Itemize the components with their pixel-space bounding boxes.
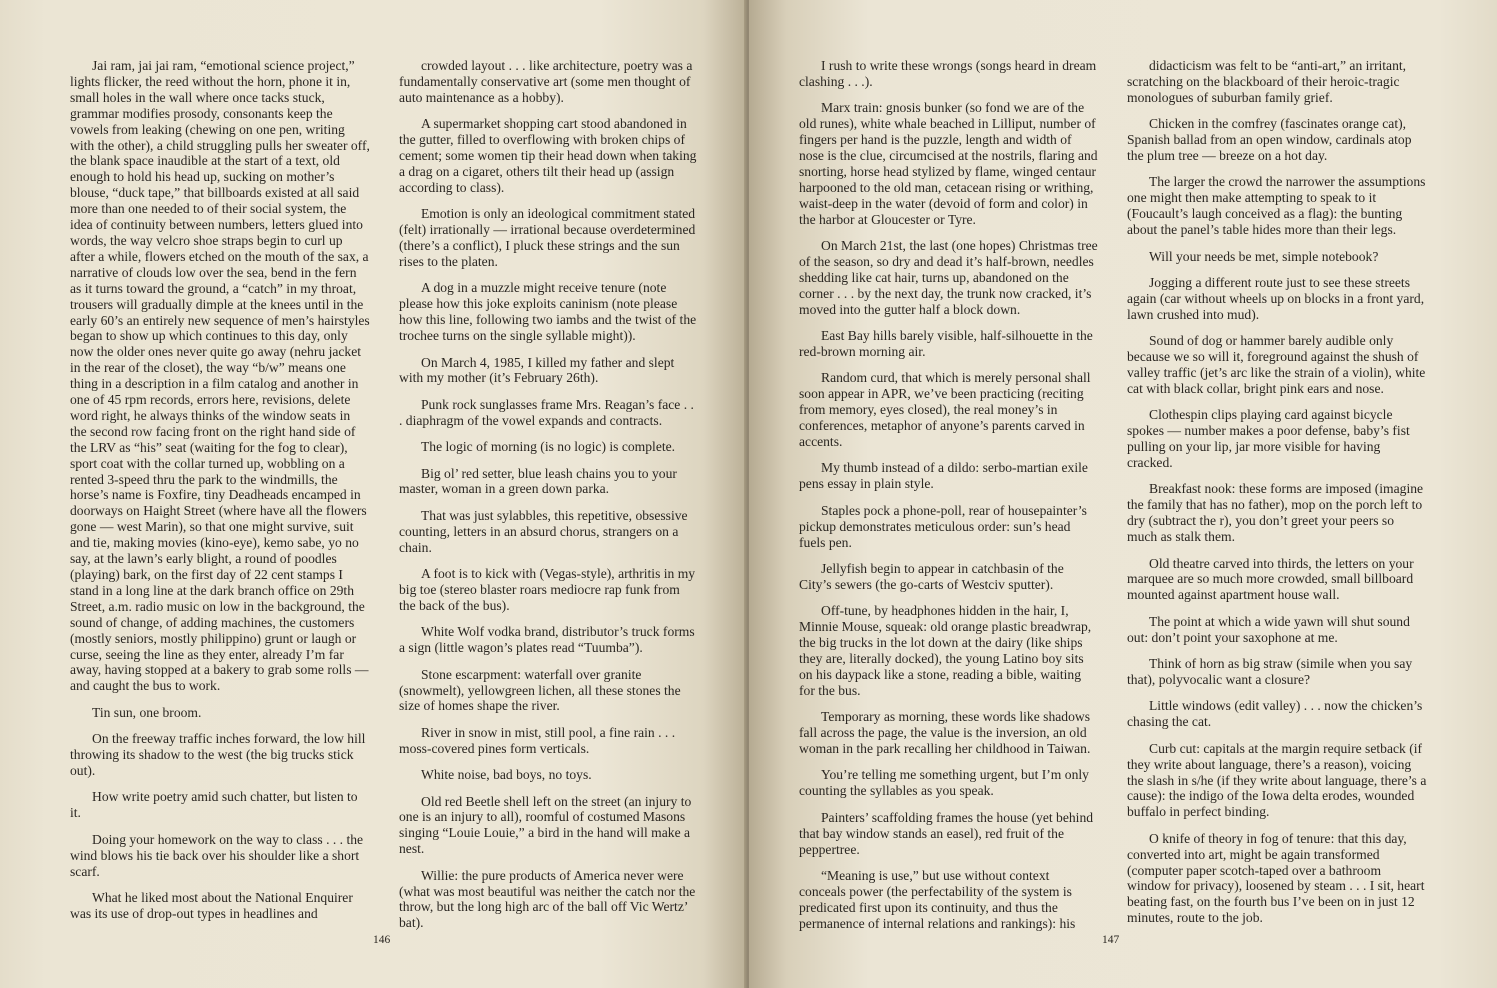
paragraph: Clothespin clips playing card against bicycle spokes — number makes a poor defense, baby’s fist pulling on your lip, jar more visible for having cracked. — [1127, 407, 1410, 471]
paragraph: Tin sun, one broom. — [92, 704, 202, 720]
right-page-column-1 — [799, 58, 1099, 942]
paragraph: The point at which a wide yawn will shut sound out: don’t point your saxophone at me. — [1127, 613, 1410, 645]
paragraph: Big ol’ red setter, blue leash chains you to your master, woman in a green down parka. — [399, 465, 677, 497]
paragraph: Emotion is only an ideological commitment stated (felt) irrationally — irrational because overdetermined (there’s a conflict), I pluck these strings and the sun rises to the platen. — [399, 206, 696, 269]
paragraph: “Meaning is use,” but use without context conceals power (the perfectability of the system is predicated first upon its continuity, and thus the permanence of internal relations and rankings): his — [799, 867, 1076, 931]
paragraph: Sound of dog or hammer barely audible only because we so will it, foreground against the shush of valley traffic (jet’s arc like the strain of a violin), white cat with black collar, bright pink ears and nose. — [1127, 333, 1426, 396]
paragraph: Willie: the pure products of America never were (what was most beautiful was neither the catch nor the throw, but the long high arc of the ball off Vic Wertz’ bat). — [399, 867, 696, 931]
paragraph: Old red Beetle shell left on the street (an injury to one is an injury to all), roomful of costumed Masons singing “Louie Louie,” a bird in the hand will make a nest. — [399, 793, 692, 857]
left-page-column-1 — [70, 58, 370, 932]
paragraph: On March 4, 1985, I killed my father and slept with my mother (it’s February 26th). — [399, 354, 675, 386]
paragraph: The logic of morning (is no logic) is complete. — [421, 439, 676, 455]
paragraph: Breakfast nook: these forms are imposed (imagine the family that has no father), mop on the porch left to dry (subtract the r), you don’t greet your peers so much as stalk them. — [1127, 481, 1424, 545]
paragraph: Marx train: gnosis bunker (so fond we are of the old runes), white whale beached in Lilliput, number of fingers per hand is the puzzle, length and width of nose is the clue, circumcised at the nostrils, flaring and snorting, horse head stylized by flame, winged centaur harpooned to the old man, cetacean rising or writhing, waist-deep in the water (devoid of form and color) in the harbor at Gloucester or Tyre. — [799, 100, 1098, 227]
paragraph: O knife of theory in fog of tenure: that this day, converted into art, might be again transformed (computer paper scotch-taped over a bathroom window for privacy), loosened by steam . . . I sit, heart beating fast, on the fourth bus I’ve been on in just 12 minutes, route to the job. — [1127, 830, 1425, 926]
left-page — [0, 0, 748, 988]
paragraph: Think of horn as big straw (simile when you say that), polyvocalic want a closure? — [1127, 656, 1413, 687]
paragraph: Jogging a different route just to see these streets again (car without wheels up on blocks in a front yard, lawn crushed into mud). — [1127, 274, 1425, 322]
paragraph: Curb cut: capitals at the margin require setback (if they write about language, there’s a reason), voicing the slash in s/he (if they write about language, there’s a cause): the indigo of the Iowa delta erodes, wounded buffalo in perfect binding. — [1127, 740, 1427, 820]
paragraph: Chicken in the comfrey (fascinates orange cat), Spanish ballad from an open window, cardinals atop the plum tree — breeze on a hot day. — [1127, 116, 1412, 164]
paragraph: River in snow in mist, still pool, a fine rain . . . moss-covered pines form verticals. — [399, 724, 676, 756]
paragraph: White Wolf vodka brand, distributor’s truck forms a sign (little wagon’s plates read “Tuumba”). — [399, 624, 695, 656]
right-page — [749, 0, 1497, 988]
paragraph: crowded layout . . . like architecture, poetry was a fundamentally conservative art (some men thought of auto maintenance as a hobby). — [399, 58, 693, 105]
paragraph: How write poetry amid such chatter, but listen to it. — [70, 789, 358, 821]
left-page-column-2 — [399, 58, 699, 942]
right-page-column-2 — [1127, 58, 1427, 937]
paragraph: A supermarket shopping cart stood abandoned in the gutter, filled to overflowing with broken chips of cement; some women tip their head down when taking a drag on a cigaret, others tilt their head up (assign according to class). — [399, 116, 697, 195]
page-number-right: 147 — [1102, 934, 1120, 946]
paragraph: Staples pock a phone-poll, rear of housepainter’s pickup demonstrates meticulous order: sun’s head fuels pen. — [799, 502, 1087, 550]
paragraph: Doing your homework on the way to class . . . the wind blows his tie back over his shoulder like a short scarf. — [70, 831, 364, 879]
paragraph: The larger the crowd the narrower the assumptions one might then make attempting to speak to it (Foucault’s laugh conceived as a flag): the bunting about the panel’s table hides more than their legs. — [1127, 174, 1426, 238]
paragraph: I rush to write these wrongs (songs heard in dream clashing . . .). — [799, 58, 1097, 89]
paragraph: Jellyfish begin to appear in catchbasin of the City’s sewers (the go-carts of Westciv sputter). — [799, 560, 1064, 592]
paragraph: White noise, bad boys, no toys. — [421, 767, 592, 783]
paragraph: Little windows (edit valley) . . . now the chicken’s chasing the cat. — [1127, 698, 1423, 730]
paragraph: Stone escarpment: waterfall over granite (snowmelt), yellowgreen lichen, all these stones the size of homes shape the river. — [399, 666, 681, 714]
paragraph: Jai ram, jai jai ram, “emotional science project,” lights flicker, the reed without the horn, phone it in, small holes in the wall where once tacks stuck, grammar modifies prosody, consonants keep the vowels from leaking (chewing on one pen, writing with the other), a child struggling pulls her sweater off, the blank space inaudible at the start of a text, old enough to hold his head up, sucking on mother’s blouse, “duck tape,” that billboards existed at all said more than one needed to of their social system, the idea of continuity between numbers, letters glued into words, the way velcro shoe straps begin to curl up after a while, flowers etched on the mouth of the sax, a narrative of clouds low over the sea, bend in the fern as it turns toward the ground, a “catch” in my throat, trousers will gradually dimple at the knees until in the early 60’s an entirely new sequence of men’s hairstyles began to show up which continues to this day, only now the older ones never quite go away (nehru jacket in the rear of the closet), the way “b/w” means one thing in a description in a film catalog and another in one of 45 rpm records, errors here, revisions, delete word right, he always thinks of the window seats in the second row facing front on the right hand side of the LRV as “his” seat (waiting for the fog to clear), sport coat with the collar turned up, wobbling on a rented 3-speed thru the park to the windmills, the horse’s name is Foxfire, tiny Deadheads encamped in doorways on Haight Street (where have all the flowers gone — west Marin), so that one might survive, suit and tie, making movies (kino-eye), kemo sabe, yo no say, at the lawn’s early blight, a round of poodles (playing) bark, on the first day of 22 cent stamps I stand in a long line at the dark branch office on 29th Street, a.m. radio music on low in the background, the sound of change, of adding machines, the customers (mostly seniors, mostly philippino) grunt or laugh or curse, seeing the line as they enter, already I’m far away, having stopped at a bakery to grab some rolls — and caught the bus to work. — [70, 58, 370, 694]
paragraph: East Bay hills barely visible, half-silhouette in the red-brown morning air. — [799, 328, 1093, 359]
paragraph: On March 21st, the last (one hopes) Christmas tree of the season, so dry and dead it’s half-brown, needles shedding like cat hair, turns up, abandoned on the corner . . . by the next day, the trunk now cracked, it’s moved into the gutter half a block down. — [799, 238, 1098, 317]
paragraph: A foot is to kick with (Vegas-style), arthritis in my big toe (stereo blaster roars mediocre rap funk from the back of the bus). — [399, 566, 696, 613]
paragraph: On the freeway traffic inches forward, the low hill throwing its shadow to the west (the big trucks stick out). — [70, 731, 366, 778]
paragraph: That was just sylabbles, this repetitive, obsessive counting, letters in an absurd chorus, strangers on a chain. — [399, 507, 688, 555]
paragraph: You’re telling me something urgent, but I’m only counting the syllables as you speak. — [799, 767, 1089, 799]
paragraph: Off-tune, by headphones hidden in the hair, I, Minnie Mouse, squeak: old orange plastic breadwrap, the big trucks in the lot down at the dairy (like ships they are, literally docked), the young Latino boy sits on his daypack like a stone, reading a bible, waiting for the bus. — [799, 603, 1092, 698]
paragraph: Painters’ scaffolding frames the house (yet behind that bay window stands an easel), red fruit of the peppertree. — [799, 809, 1094, 857]
paragraph: didacticism was felt to be “anti-art,” an irritant, scratching on the blackboard of their heroic-tragic monologues of suburban family grief. — [1127, 58, 1407, 105]
page-number-left: 146 — [373, 934, 391, 946]
paragraph: What he liked most about the National Enquirer was its use of drop-out types in headlines and — [70, 889, 353, 921]
paragraph: My thumb instead of a dildo: serbo-martian exile pens essay in plain style. — [799, 460, 1088, 492]
paragraph: Will your needs be met, simple notebook? — [1149, 248, 1379, 264]
paragraph: Punk rock sunglasses frame Mrs. Reagan’s face . . . diaphragm of the vowel expands and contracts. — [399, 396, 694, 428]
paragraph: Temporary as morning, these words like shadows fall across the page, the value is the inversion, an old woman in the park recalling her childhood in Taiwan. — [799, 709, 1091, 757]
paragraph: Old theatre carved into thirds, the letters on your marquee are so much more crowded, small billboard mounted against apartment house wall. — [1127, 555, 1414, 603]
paragraph: A dog in a muzzle might receive tenure (note please how this joke exploits caninism (note please how this line, following two iambs and the twist of the trochee turns on the single syllable might)). — [399, 280, 697, 344]
paragraph: Random curd, that which is merely personal shall soon appear in APR, we’ve been practicing (reciting from memory, eyes closed), the real money’s in conferences, metaphor of anyone’s parents carved in accents. — [799, 370, 1091, 450]
